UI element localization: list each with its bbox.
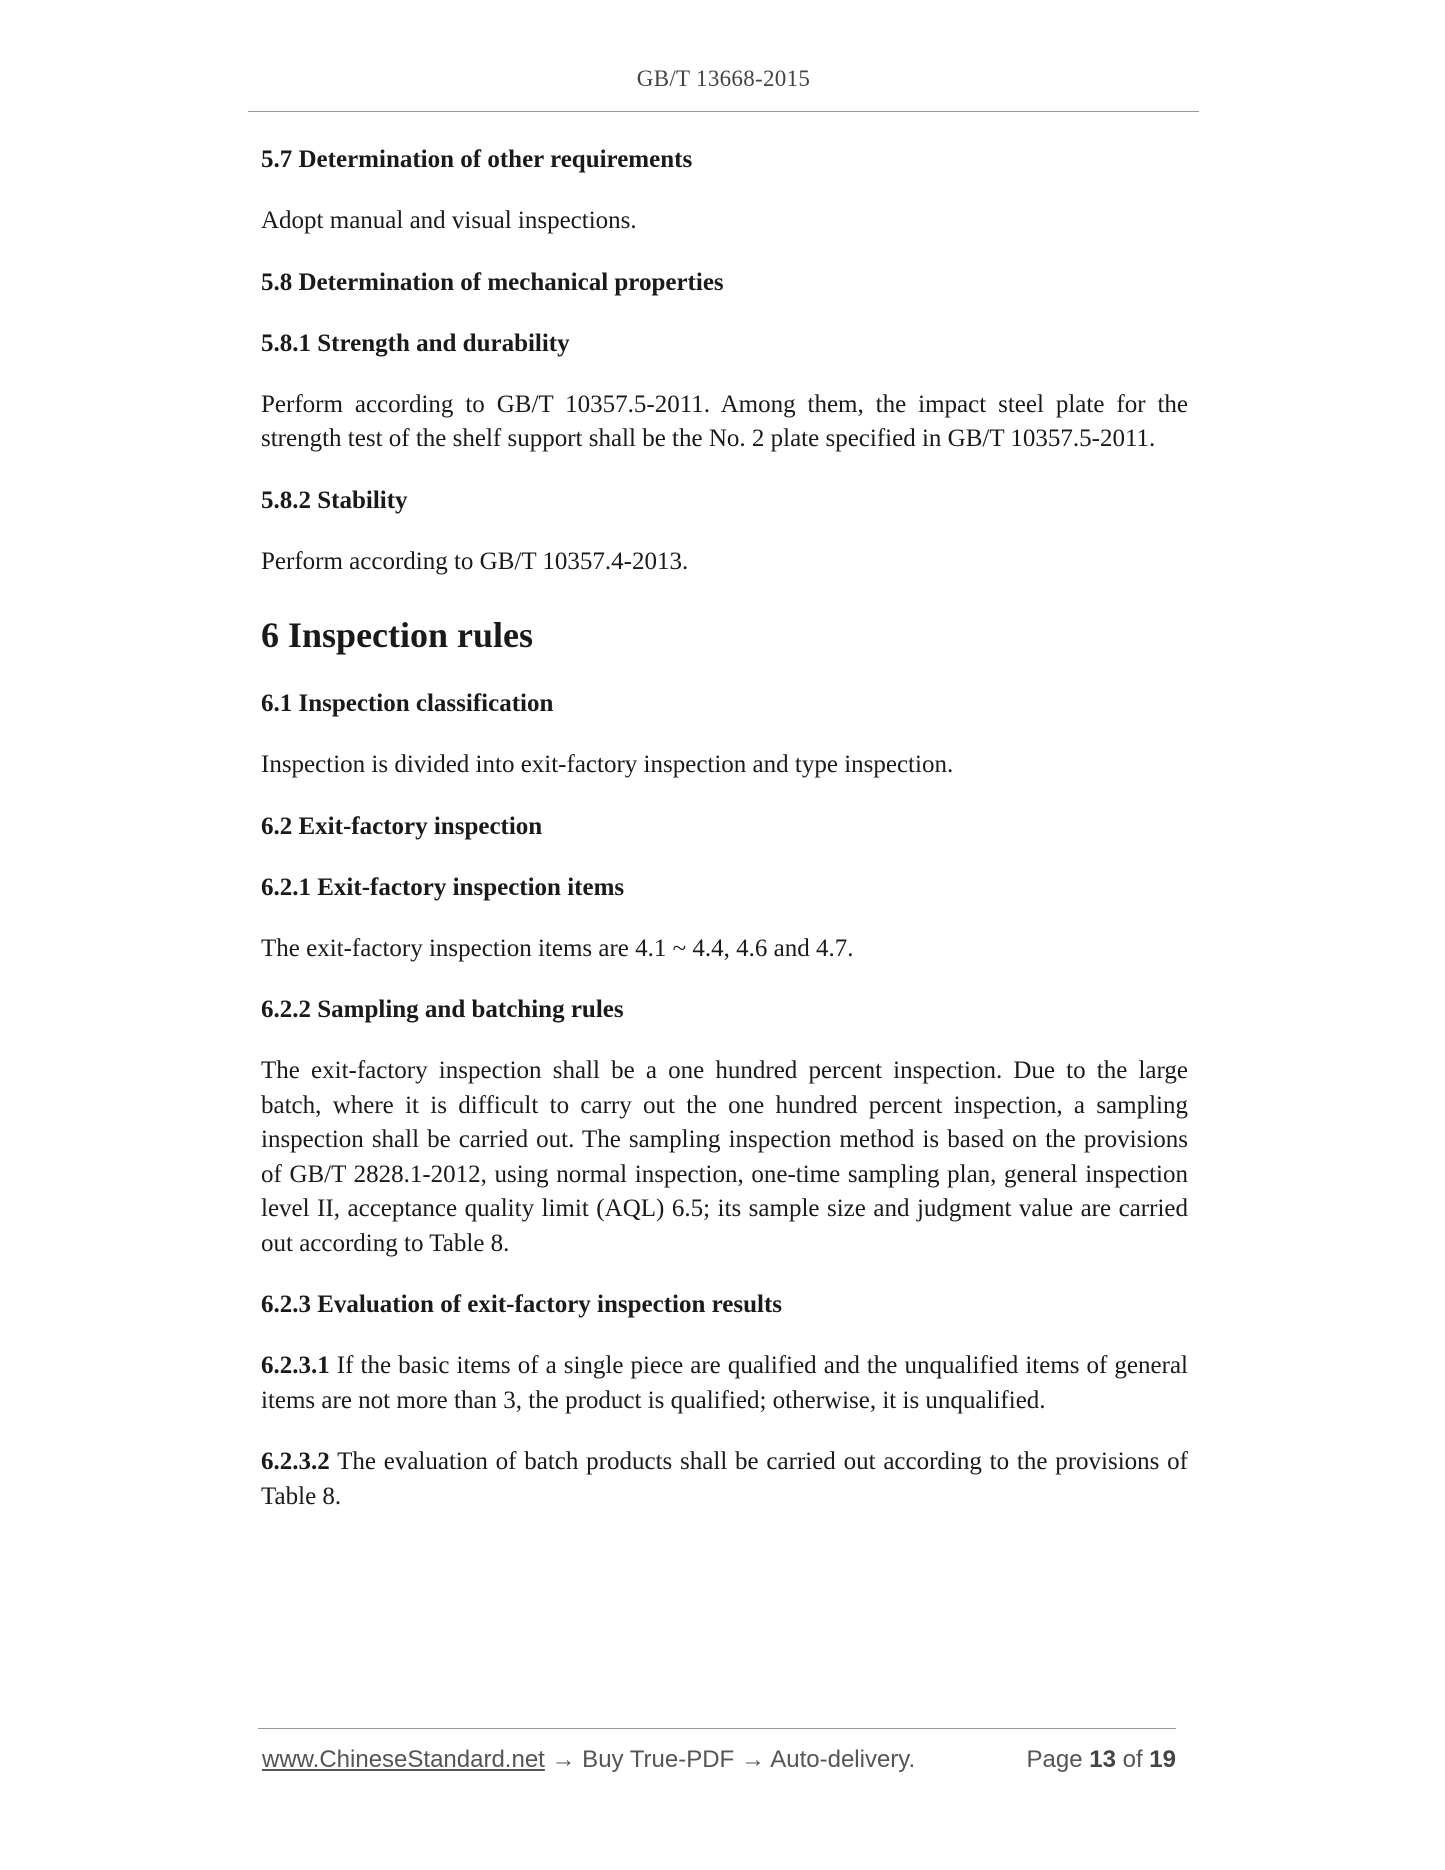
- paragraph-6-1: Inspection is divided into exit-factory inspection and type inspection.: [261, 751, 954, 778]
- footer-promo-text: → Buy True-PDF → Auto-delivery.: [544, 1746, 916, 1773]
- page-indicator: [1027, 1746, 1176, 1774]
- of-label: of: [1115, 1746, 1150, 1773]
- running-header: GB/T 13668-2015: [636, 66, 811, 91]
- page-label: Page: [1026, 1746, 1090, 1773]
- paragraph-6-2-2: The exit-factory inspection shall be a one hundred percent inspection. Due to the large batch, where it is difficult to carry out the one hundred percent inspection, a sampling inspection shall be carried out. The sampling inspection method is based on the provisions of GB/T 2828.1-2012, using normal inspection, one-time sampling plan, general inspection level II, acceptance quality limit (AQL) 6.5; its sample size and judgment value are carried out according to Table 8.: [261, 1057, 1188, 1257]
- heading-6-2-3: 6.2.3 Evaluation of exit-factory inspection results: [261, 1291, 783, 1318]
- page-number: 13: [1089, 1746, 1116, 1773]
- paragraph-6-2-3-2: [261, 1445, 1188, 1514]
- heading-5-8: 5.8 Determination of mechanical properties: [261, 268, 724, 296]
- heading-5-8-1: 5.8.1 Strength and durability: [261, 329, 570, 357]
- paragraph-6-2-3-1: [261, 1349, 1188, 1418]
- heading-6-1: 6.1 Inspection classification: [261, 690, 554, 717]
- heading-6: 6 Inspection rules: [261, 615, 534, 655]
- heading-6-2-2: 6.2.2 Sampling and batching rules: [261, 996, 624, 1023]
- paragraph-5-8-1: Perform according to GB/T 10357.5-2011. Among them, the impact steel plate for the strength test of the shelf support shall be the No. 2 plate specified in GB/T 10357.5-2011.: [261, 390, 1188, 452]
- header-divider: [248, 111, 1199, 112]
- clause-text-6-2-3-1: If the basic items of a single piece are qualified and the unqualified items of general items are not more than 3, the product is qualified; otherwise, it is unqualified.: [261, 1352, 1188, 1414]
- clause-number-6-2-3-1: 6.2.3.1: [261, 1352, 330, 1379]
- paragraph-5-8-2: Perform according to GB/T 10357.4-2013.: [261, 547, 689, 575]
- heading-5-8-2: 5.8.2 Stability: [261, 486, 408, 514]
- heading-6-2-1: 6.2.1 Exit-factory inspection items: [261, 873, 625, 901]
- website-link[interactable]: www.ChineseStandard.net: [262, 1746, 545, 1773]
- footer-divider: [258, 1728, 1176, 1729]
- heading-5-7: 5.7 Determination of other requirements: [261, 146, 693, 173]
- paragraph-6-2-1: The exit-factory inspection items are 4.1 ~ 4.4, 4.6 and 4.7.: [261, 934, 854, 962]
- paragraph-5-7: Adopt manual and visual inspections.: [261, 207, 637, 234]
- clause-number-6-2-3-2: 6.2.3.2: [261, 1448, 330, 1475]
- page-footer: [262, 1746, 1176, 1774]
- clause-text-6-2-3-2: The evaluation of batch products shall be carried out according to the provisions of Table 8.: [261, 1448, 1188, 1510]
- page-body: [261, 143, 1188, 1541]
- page-total: 19: [1149, 1746, 1176, 1773]
- heading-6-2: 6.2 Exit-factory inspection: [261, 812, 543, 840]
